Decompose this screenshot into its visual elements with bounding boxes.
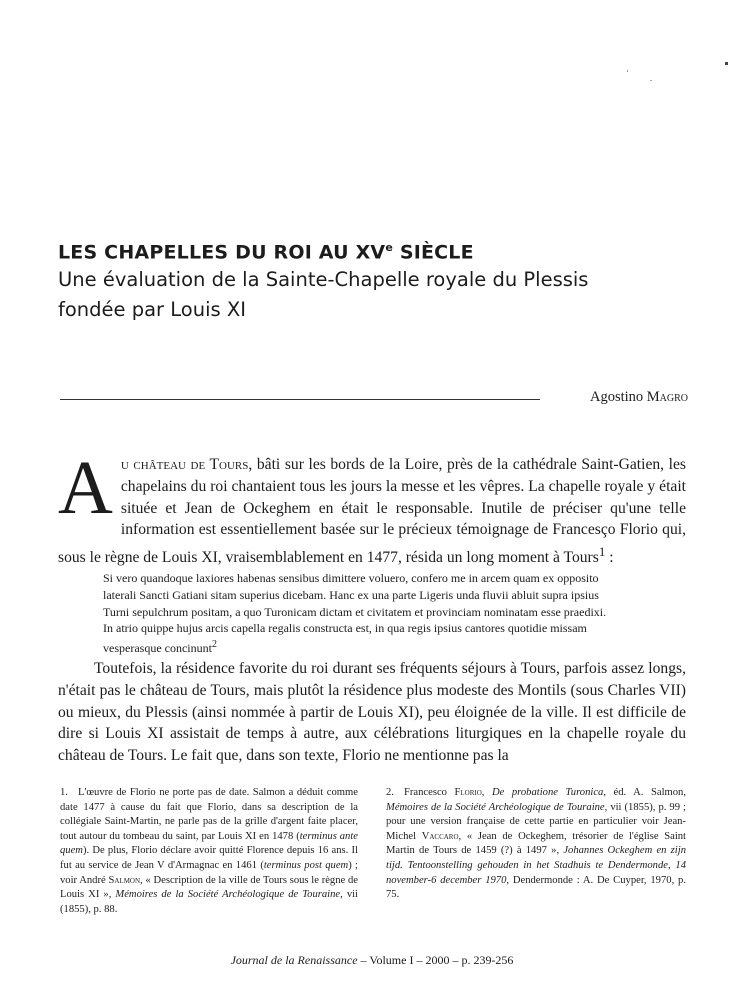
drop-cap: A	[58, 446, 113, 530]
article-subtitle-line1: Une évaluation de la Sainte-Chapelle royale du Plessis	[58, 268, 589, 291]
paragraph-1-smallcaps: u château de Tours	[120, 456, 249, 473]
title-superscript: e	[385, 241, 393, 254]
paragraph-1-end: :	[605, 549, 614, 567]
footnote-2-italic: De probatione Turonica	[491, 787, 604, 798]
footnote-2-italic: Mémoires de la Société Archéologique de Touraine	[386, 801, 605, 813]
journal-name: Journal de la Renaissance	[230, 953, 358, 967]
paragraph-1-text: , bâti sur les bords de la Loire, près de la cathédrale Saint-Gatien, les chapelains du roi chantaient tous les jours la messe et les vêpres. La chapelle royale y était située et Jean de Ockeghem en était le responsable. Inutile de préciser qu'une telle information est essentiellement basée sur le précieux témoignage de Francesço Florio qui, sous le règne de Louis XI, vraisemblablement en 1477, résida un long moment à Tours	[58, 456, 686, 567]
footnote-2-number: 2.	[386, 787, 394, 798]
page-footer	[0, 953, 744, 968]
scan-speck	[725, 62, 728, 65]
article-subtitle-line2: fondée par Louis XI	[58, 298, 246, 321]
footnote-2-text: , éd. A. Salmon,	[603, 787, 686, 798]
footnote-2-italic: Johannes Ockeghem en zijn tijd. Tentoonstelling gehouden in het Stadhuis te Dendermonde, 14 november-6 december 1970	[386, 845, 686, 886]
footnote-2-text: , Dendermonde : A. De Cuyper, 1970, p. 75.	[386, 874, 686, 901]
footnote-1-text: ). De plus, Florio déclare avoir quitté Florence depuis 16 ans. Il fut au service de Jean V d'Armagnac en 1461 (	[60, 845, 358, 871]
footnote-1-text: ) ; voir André	[60, 859, 359, 886]
title-end-text: SIÈCLE	[393, 241, 474, 264]
footnote-1-author: Salmon	[108, 874, 141, 886]
footnote-ref-2[interactable]: 2	[211, 639, 217, 651]
footnote-2-text: , « Jean de Ockeghem, trésorier de l'église Saint Martin de Tours de 1459 (?) à 1497 »,	[386, 830, 687, 857]
footnote-1-text: , vii (1855), p. 88.	[60, 889, 359, 915]
footnote-2-author: Vaccaro	[421, 830, 459, 842]
quotation-text: Si vero quandoque laxiores habenas sensibus dimittere voluero, confero me in arcem quam ex opposito laterali Sancti Gatiani sitam superius dicebam. Hanc ex una parte Ligeris unda fluvii abluit supra ipsius Turni sepulchrum positam, a quo Turonicam dictam et civitatem et provinciam nominatam esse praedixi. In atrio quippe hujus arcis capella regalis constructa est, in qua regis ipsius cantores quotidie missam vesperasque concinunt	[103, 571, 607, 656]
footnote-2-author: Florio	[454, 787, 482, 798]
footnote-1-number: 1.	[60, 787, 68, 798]
footer-citation: – Volume I – 2000 – p. 239-256	[357, 953, 514, 967]
author-name	[590, 389, 688, 406]
footnote-1	[60, 786, 358, 917]
footnote-ref-1[interactable]: 1	[598, 544, 606, 560]
latin-quotation	[103, 570, 617, 657]
footnote-2	[386, 786, 686, 903]
footnote-1-text: , « Description de la ville de Tours sous le règne de Louis XI »,	[60, 874, 358, 901]
author-rule	[60, 399, 540, 400]
scan-speck	[627, 70, 628, 72]
author-first-name: Agostino	[589, 389, 647, 405]
scan-speck	[650, 80, 652, 81]
title-main-text: LES CHAPELLES DU ROI AU XV	[58, 241, 386, 264]
footnote-1-text: L'œuvre de Florio ne porte pas de date. Salmon a déduit comme date 1477 à cause du fait que Florio, dans sa description de la collégiale Saint-Martin, ne parle pas de la grille d'argent faite placer, tout autour du tombeau du saint, par Louis XI en 1478 (	[60, 787, 358, 842]
author-last-name: Magro	[646, 389, 688, 405]
footnote-1-italic: terminus post quem	[263, 859, 349, 871]
article-title	[58, 241, 474, 263]
footnote-1-italic: Mémoires de la Société Archéologique de Touraine	[115, 889, 341, 901]
footnote-2-text: Francesco	[404, 787, 455, 798]
footnote-2-text: , vii (1855), p. 99 ; pour une version française de cette partie en particulier voir Jean-Michel	[386, 801, 686, 842]
footnote-2-text: ,	[481, 787, 492, 798]
paragraph-1	[58, 446, 686, 569]
paragraph-2: Toutefois, la résidence favorite du roi durant ses fréquents séjours à Tours, parfois assez longs, n'était pas le château de Tours, mais plutôt la résidence plus modeste des Montils (sous Charles VII) ou mieux, du Plessis (ainsi nommée à partir de Louis XI), peu éloignée de la ville. Il est difficile de dire si Louis XI assistait de temps à autre, aux célébrations liturgiques en la chapelle royale du château de Tours. Le fait que, dans son texte, Florio ne mentionne pas la	[58, 660, 686, 765]
footnote-1-italic: terminus ante quem	[60, 830, 358, 857]
